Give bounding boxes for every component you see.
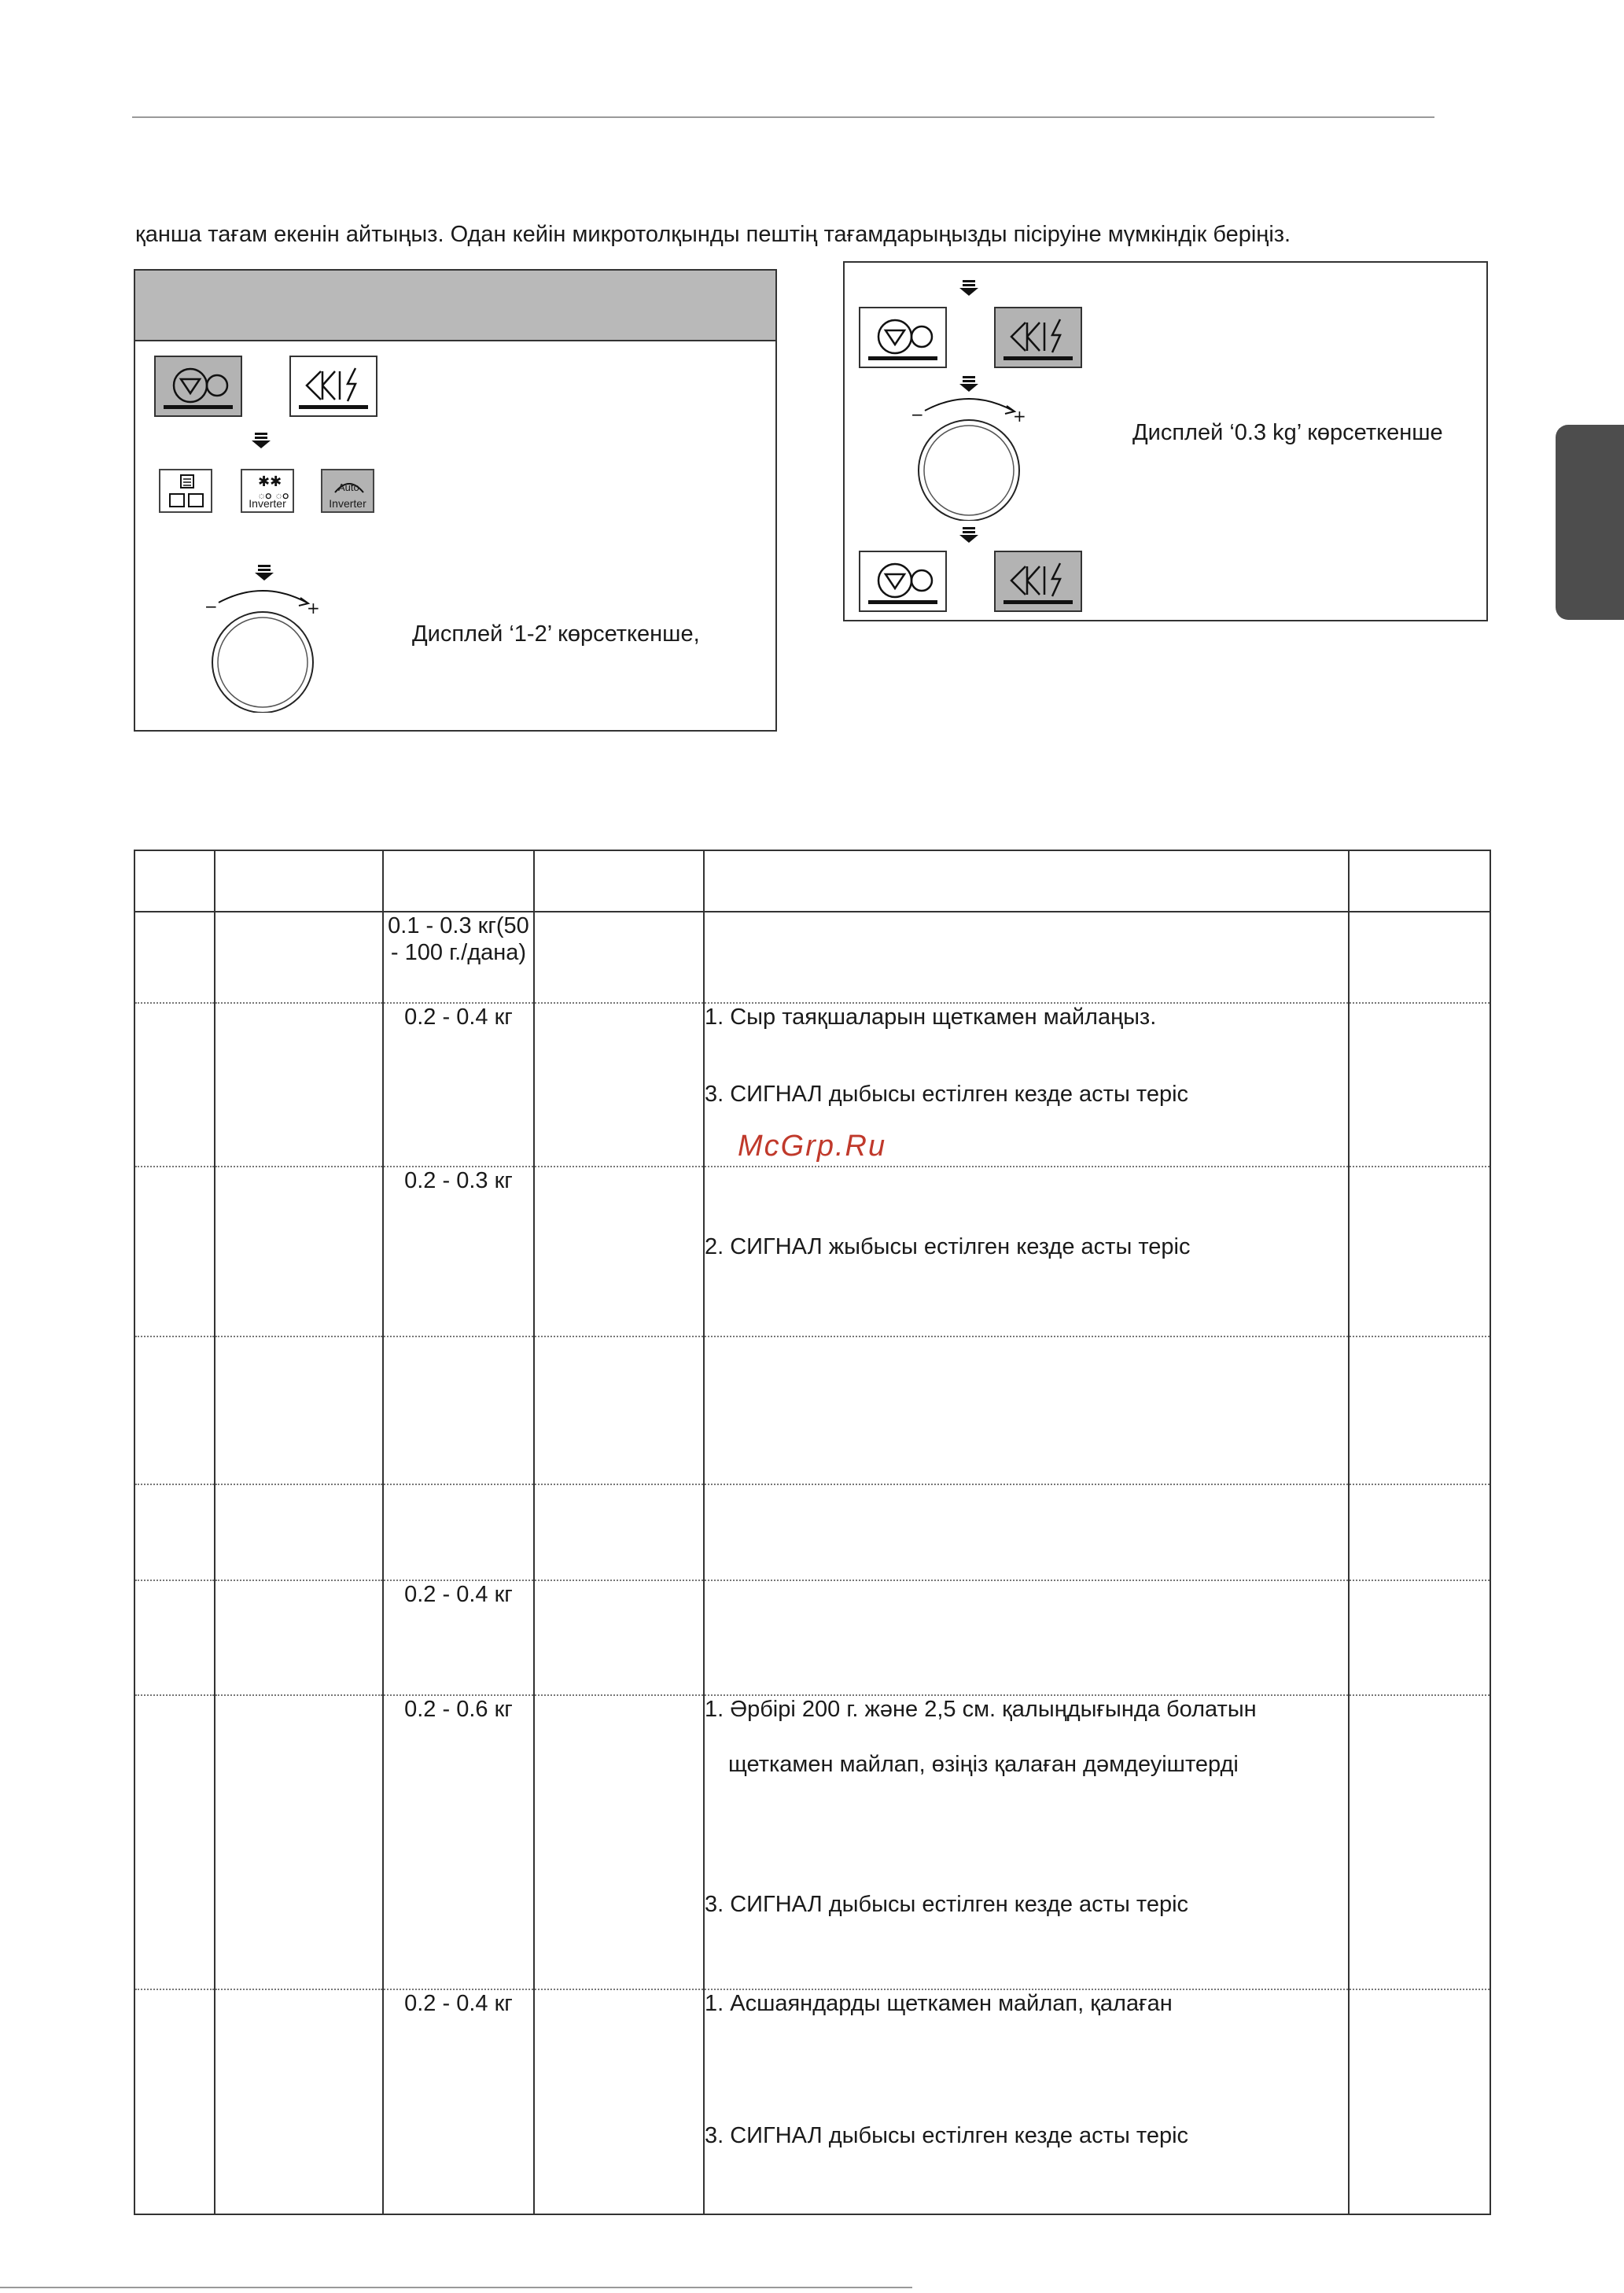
header-cell [1349,850,1490,912]
bottom-rule [0,2287,912,2288]
dial-plus: + [307,599,320,617]
key-underline [1003,356,1073,360]
display-note-right: Дисплей ‘0.3 kg’ көрсеткенше [1132,420,1443,445]
weight-cell: 0.1 - 0.3 кг(50 - 100 г./дана) [383,912,534,1003]
start-icon [291,357,379,418]
stop-clear-button[interactable] [859,551,947,612]
instruction-line: щеткамен майлап, өзіңіз қалаған дәмдеуіштерді [728,1752,1239,1777]
key-underline [299,405,368,409]
arrow-down-icon [959,280,978,296]
header-cell [134,850,215,912]
svg-text:✱✱: ✱✱ [258,474,282,490]
dial-minus: − [911,405,924,424]
start-icon [996,308,1084,370]
auto-inverter-button[interactable] [321,469,374,513]
stop-clear-button[interactable] [859,307,947,368]
dial-minus: − [204,597,218,616]
table-row [134,1580,1490,1695]
table-row [134,1484,1490,1580]
weight-cell [383,1336,534,1484]
header-cell [534,850,704,912]
instructions-cell [704,1695,1349,1989]
weight-cell [383,1484,534,1580]
cook-menu-icon [160,470,214,514]
display-note-left: Дисплей ‘1-2’ көрсеткенше, [412,621,700,647]
instruction-line: 3. СИГНАЛ дыбысы естілген кезде асты теріс [705,2123,1189,2148]
instruction-line: 3. СИГНАЛ дыбысы естілген кезде асты теріс [705,1082,1189,1107]
instruction-line: 2. СИГНАЛ жыбысы естілген кезде асты теріс [705,1234,1191,1259]
start-button[interactable] [994,551,1082,612]
weight-cell: 0.2 - 0.3 кг [383,1167,534,1336]
inverter-label: Inverter [329,497,366,510]
instruction-line: 3. СИГНАЛ дыбысы естілген кезде асты теріс [705,1892,1189,1917]
header-cell [215,850,383,912]
svg-text:ం ం: ం ం [258,487,289,502]
weight-cell: 0.2 - 0.4 кг [383,1989,534,2214]
table-row [134,912,1490,1003]
instruction-line: 1. Әрбірі 200 г. және 2,5 см. қалыңдығында болатын [705,1697,1257,1722]
dial-knob-icon[interactable] [204,579,321,713]
weight-cell: 0.2 - 0.6 кг [383,1695,534,1989]
header-cell [383,850,534,912]
table-row [134,1336,1490,1484]
dial-plus: + [1013,407,1026,426]
table-header-row [134,850,1490,912]
instructions-cell [704,1989,1349,2214]
stop-clear-icon [156,357,244,418]
key-underline [164,405,233,409]
table-row [134,1167,1490,1336]
key-underline [868,356,937,360]
start-button[interactable] [289,356,377,417]
arrow-down-icon [959,527,978,543]
instruction-line: 1. Асшаяндарды щеткамен майлап, қалаған [705,1991,1173,2016]
arrow-down-icon [255,565,274,581]
weight-cell: 0.2 - 0.4 кг [383,1580,534,1695]
weight-cell: 0.2 - 0.4 кг [383,1003,534,1167]
table-row [134,1989,1490,2214]
panel-header-bar [135,271,775,341]
key-underline [868,600,937,604]
instruction-line: 1. Сыр таяқшаларын щеткамен майлаңыз. [705,1005,1157,1030]
stop-clear-icon [860,308,948,370]
inverter-label: Inverter [249,497,286,510]
start-icon [996,552,1084,614]
header-cell [704,850,1349,912]
auto-cook-steps-panel [134,269,777,732]
start-button[interactable] [994,307,1082,368]
defrost-inverter-button[interactable] [241,469,294,513]
arrow-down-icon [252,433,271,448]
instructions-cell [704,1167,1349,1336]
auto-cook-table [134,850,1491,2215]
cook-menu-button[interactable] [159,469,212,513]
dial-knob-icon[interactable] [911,387,1027,521]
auto-label: Auto [338,481,359,493]
watermark: McGrp.Ru [738,1130,887,1163]
section-tab [1556,425,1624,620]
stop-clear-button[interactable] [154,356,242,417]
weight-steps-panel [843,261,1488,621]
table-row [134,1695,1490,1989]
stop-clear-icon [860,552,948,614]
intro-text: қанша тағам екенін айтыңыз. Одан кейін микротолқынды пештің тағамдарыңызды пісіруіне мүмкіндік беріңіз. [135,222,1291,247]
top-rule [132,116,1434,118]
key-underline [1003,600,1073,604]
